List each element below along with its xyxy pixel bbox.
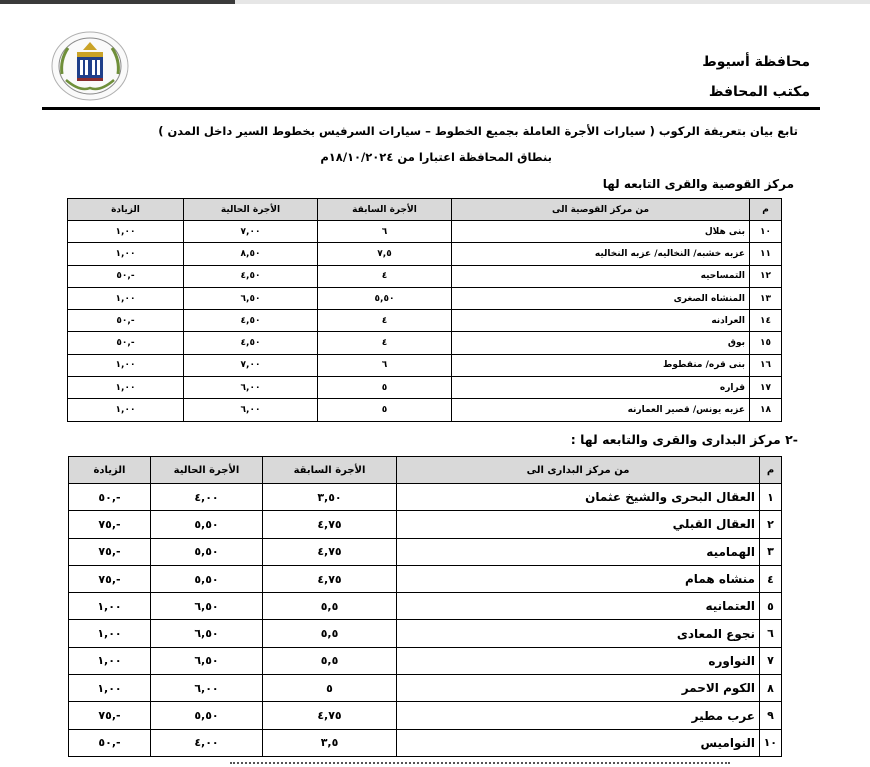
row-index: ١٤ (750, 310, 782, 332)
increase-cell: ١,٠٠ (68, 354, 184, 376)
current-fare-cell: ٦,٠٠ (151, 675, 263, 702)
previous-fare-cell: ٤ (318, 332, 452, 354)
destination-cell: العقال البحرى والشيخ عثمان (397, 484, 760, 511)
current-fare-cell: ٧,٠٠ (184, 354, 318, 376)
previous-fare-cell: ٧,٥ (318, 243, 452, 265)
column-header-increase: الزيادة (69, 457, 151, 484)
table-row (68, 354, 782, 376)
current-fare-cell: ٤,٥٠ (184, 310, 318, 332)
previous-fare-cell: ٦ (318, 221, 452, 243)
current-fare-cell: ٦,٠٠ (184, 377, 318, 399)
table-row (69, 538, 782, 565)
table-row (68, 377, 782, 399)
section-heading-badari: -٢ مركز البدارى والقرى والتابعه لها : (570, 432, 798, 447)
row-index: ١٦ (750, 354, 782, 376)
column-header-destination: من مركز القوصية الى (452, 199, 750, 221)
top-edge-bar (0, 0, 870, 4)
table-row (69, 593, 782, 620)
increase-cell: ١,٠٠ (68, 399, 184, 421)
table-row (69, 702, 782, 729)
office-name: مكتب المحافظ (708, 84, 810, 100)
destination-cell: منشاه همام (397, 565, 760, 592)
previous-fare-cell: ٤,٧٥ (263, 565, 397, 592)
increase-cell: -,٧٥ (69, 511, 151, 538)
top-edge-bar-dark (0, 0, 235, 4)
previous-fare-cell: ٥,٥ (263, 593, 397, 620)
increase-cell: -,٥٠ (69, 484, 151, 511)
column-header-current-fare: الأجرة الحالية (151, 457, 263, 484)
row-index: ١٥ (750, 332, 782, 354)
previous-fare-cell: ٤,٧٥ (263, 511, 397, 538)
table-row (69, 484, 782, 511)
destination-cell: بنى هلال (452, 221, 750, 243)
destination-cell: بنى قره/ منقطوط (452, 354, 750, 376)
previous-fare-cell: ٥,٥ (263, 620, 397, 647)
current-fare-cell: ٥,٥٠ (151, 538, 263, 565)
previous-fare-cell: ٣,٥ (263, 729, 397, 756)
increase-cell: ١,٠٠ (68, 287, 184, 309)
previous-fare-cell: ٣,٥٠ (263, 484, 397, 511)
row-index: ١١ (750, 243, 782, 265)
row-index: ١٠ (760, 729, 782, 756)
table-row (68, 221, 782, 243)
increase-cell: ١,٠٠ (68, 377, 184, 399)
increase-cell: -,٥٠ (68, 310, 184, 332)
current-fare-cell: ٥,٥٠ (151, 565, 263, 592)
current-fare-cell: ٤,٠٠ (151, 484, 263, 511)
row-index: ٧ (760, 647, 782, 674)
row-index: ٨ (760, 675, 782, 702)
table-row (68, 310, 782, 332)
current-fare-cell: ٨,٥٠ (184, 243, 318, 265)
table-row (69, 647, 782, 674)
destination-cell: المنشاه الصغرى (452, 287, 750, 309)
table-header-row (69, 457, 782, 484)
previous-fare-cell: ٦ (318, 354, 452, 376)
table-row (69, 511, 782, 538)
table-row (69, 565, 782, 592)
current-fare-cell: ٦,٥٠ (151, 593, 263, 620)
table-row (69, 675, 782, 702)
current-fare-cell: ٦,٥٠ (151, 647, 263, 674)
table-row (69, 620, 782, 647)
fare-table-badari (68, 456, 782, 757)
table-row (68, 287, 782, 309)
table-row (68, 243, 782, 265)
row-index: ١٨ (750, 399, 782, 421)
header-divider (42, 107, 820, 110)
row-index: ١٧ (750, 377, 782, 399)
row-index: ١٢ (750, 265, 782, 287)
increase-cell: -,٧٥ (69, 702, 151, 729)
current-fare-cell: ٦,٠٠ (184, 399, 318, 421)
increase-cell: ١,٠٠ (69, 647, 151, 674)
destination-cell: عزبه يونس/ قصير العمارنه (452, 399, 750, 421)
destination-cell: العقال القبلي (397, 511, 760, 538)
current-fare-cell: ٧,٠٠ (184, 221, 318, 243)
destination-cell: التمساحيه (452, 265, 750, 287)
destination-cell: قراره (452, 377, 750, 399)
destination-cell: نجوع المعادى (397, 620, 760, 647)
current-fare-cell: ٤,٥٠ (184, 265, 318, 287)
row-index: ١٣ (750, 287, 782, 309)
increase-cell: ١,٠٠ (69, 675, 151, 702)
previous-fare-cell: ٥ (263, 675, 397, 702)
increase-cell: ١,٠٠ (68, 243, 184, 265)
column-header-increase: الزيادة (68, 199, 184, 221)
destination-cell: النواميس (397, 729, 760, 756)
column-header-previous-fare: الأجرة السابقة (263, 457, 397, 484)
current-fare-cell: ٤,٥٠ (184, 332, 318, 354)
previous-fare-cell: ٥ (318, 377, 452, 399)
increase-cell: ١,٠٠ (69, 593, 151, 620)
previous-fare-cell: ٤ (318, 310, 452, 332)
governorate-name: محافظة أسيوط (702, 54, 810, 70)
current-fare-cell: ٥,٥٠ (151, 511, 263, 538)
document-subtitle: بنطاق المحافظة اعتبارا من ١٨/١٠/٢٠٢٤م (320, 150, 552, 164)
column-header-current-fare: الأجرة الحالية (184, 199, 318, 221)
row-index: ٣ (760, 538, 782, 565)
current-fare-cell: ٦,٥٠ (184, 287, 318, 309)
column-header-previous-fare: الأجرة السابقة (318, 199, 452, 221)
destination-cell: العتمانيه (397, 593, 760, 620)
current-fare-cell: ٥,٥٠ (151, 702, 263, 729)
row-index: ٩ (760, 702, 782, 729)
increase-cell: -,٥٠ (68, 265, 184, 287)
previous-fare-cell: ٥,٥ (263, 647, 397, 674)
column-header-index: م (760, 457, 782, 484)
increase-cell: -,٥٠ (69, 729, 151, 756)
previous-fare-cell: ٥,٥٠ (318, 287, 452, 309)
previous-fare-cell: ٤,٧٥ (263, 702, 397, 729)
previous-fare-cell: ٤ (318, 265, 452, 287)
destination-cell: عرب مطير (397, 702, 760, 729)
row-index: ١٠ (750, 221, 782, 243)
row-index: ٦ (760, 620, 782, 647)
current-fare-cell: ٦,٥٠ (151, 620, 263, 647)
document-title: تابع بيان بتعريفة الركوب ( سيارات الأجرة العاملة بجميع الخطوط – سيارات السرفيس بخطوط السير داخل المدن ) (158, 124, 798, 138)
section-heading-qusiya: مركز القوصية والقرى التابعه لها (602, 177, 794, 191)
row-index: ١ (760, 484, 782, 511)
destination-cell: النواوره (397, 647, 760, 674)
row-index: ٤ (760, 565, 782, 592)
destination-cell: العرادنه (452, 310, 750, 332)
previous-fare-cell: ٥ (318, 399, 452, 421)
increase-cell: -,٥٠ (68, 332, 184, 354)
row-index: ٢ (760, 511, 782, 538)
increase-cell: ١,٠٠ (69, 620, 151, 647)
column-header-destination: من مركز البدارى الى (397, 457, 760, 484)
table-row (68, 265, 782, 287)
destination-cell: الهماميه (397, 538, 760, 565)
increase-cell: -,٧٥ (69, 565, 151, 592)
table-row (68, 399, 782, 421)
destination-cell: عزبه خشبه/ النخاليه/ عزبه النخاليه (452, 243, 750, 265)
destination-cell: الكوم الاحمر (397, 675, 760, 702)
table-row (68, 332, 782, 354)
increase-cell: ١,٠٠ (68, 221, 184, 243)
table-row (69, 729, 782, 756)
cropped-next-line (230, 762, 730, 767)
increase-cell: -,٧٥ (69, 538, 151, 565)
fare-table-qusiya (67, 198, 782, 422)
current-fare-cell: ٤,٠٠ (151, 729, 263, 756)
governorate-seal-logo (50, 30, 130, 102)
destination-cell: بوق (452, 332, 750, 354)
table-header-row (68, 199, 782, 221)
column-header-index: م (750, 199, 782, 221)
row-index: ٥ (760, 593, 782, 620)
previous-fare-cell: ٤,٧٥ (263, 538, 397, 565)
